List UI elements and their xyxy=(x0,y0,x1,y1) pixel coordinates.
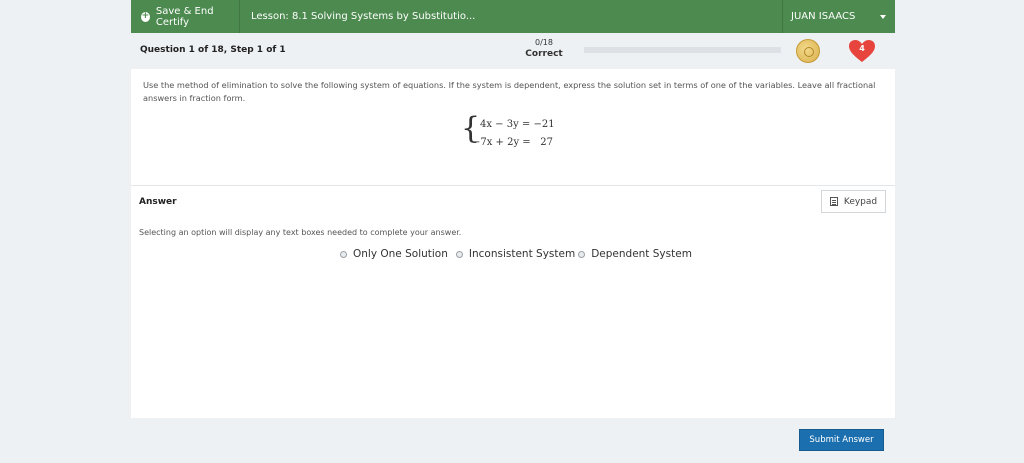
user-name: JUAN ISAACS xyxy=(791,11,856,22)
top-bar-inner xyxy=(131,0,895,33)
left-brace: { xyxy=(461,111,481,146)
calculator-icon xyxy=(830,197,838,206)
answer-panel xyxy=(131,186,895,418)
submit-answer-button[interactable]: Submit Answer xyxy=(799,429,884,451)
plus-circle-icon: + xyxy=(141,11,150,21)
question-instructions: Use the method of elimination to solve the following system of equations. If the system is dependent, express the solution set in terms of one of the variables. Leave all fractional answers in fraction form. xyxy=(143,80,876,103)
keypad-button[interactable] xyxy=(821,190,886,213)
option-label: Inconsistent System xyxy=(468,248,576,260)
option-only-one-solution[interactable] xyxy=(340,248,448,260)
progress-bar xyxy=(584,47,781,53)
user-menu[interactable] xyxy=(782,0,895,33)
heart-icon xyxy=(847,38,877,64)
top-bar xyxy=(0,0,1024,33)
score-display xyxy=(521,38,567,59)
answer-hint: Selecting an option will display any text boxes needed to complete your answer. xyxy=(139,228,462,237)
option-label: Only One Solution xyxy=(353,248,448,260)
keypad-label: Keypad xyxy=(843,196,878,207)
footer xyxy=(131,418,895,463)
save-end-certify-label: Save & End Certify xyxy=(155,5,214,28)
lesson-title: Lesson: 8.1 Solving Systems by Substitutio... xyxy=(251,11,476,22)
question-header xyxy=(131,33,895,69)
radio-inconsistent-system[interactable] xyxy=(456,251,463,258)
solution-options xyxy=(340,248,692,260)
radio-only-one-solution[interactable] xyxy=(340,251,347,258)
option-label: Dependent System xyxy=(591,248,692,260)
coin-icon xyxy=(796,39,820,63)
score-value: 0/18 xyxy=(535,38,553,47)
hearts-count: 4 xyxy=(859,44,865,53)
score-status: Correct xyxy=(525,49,563,59)
answer-label: Answer xyxy=(139,197,177,207)
equation-2: −7x + 2y = 27 xyxy=(472,137,553,148)
option-dependent-system[interactable] xyxy=(578,248,692,260)
save-end-certify-button[interactable] xyxy=(131,0,240,33)
equation-1: 4x − 3y = −21 xyxy=(480,119,555,130)
question-progress: Question 1 of 18, Step 1 of 1 xyxy=(140,45,286,55)
radio-dependent-system[interactable] xyxy=(578,251,585,258)
caret-down-icon xyxy=(880,15,886,19)
question-panel xyxy=(131,69,895,186)
option-inconsistent-system[interactable] xyxy=(456,248,575,260)
